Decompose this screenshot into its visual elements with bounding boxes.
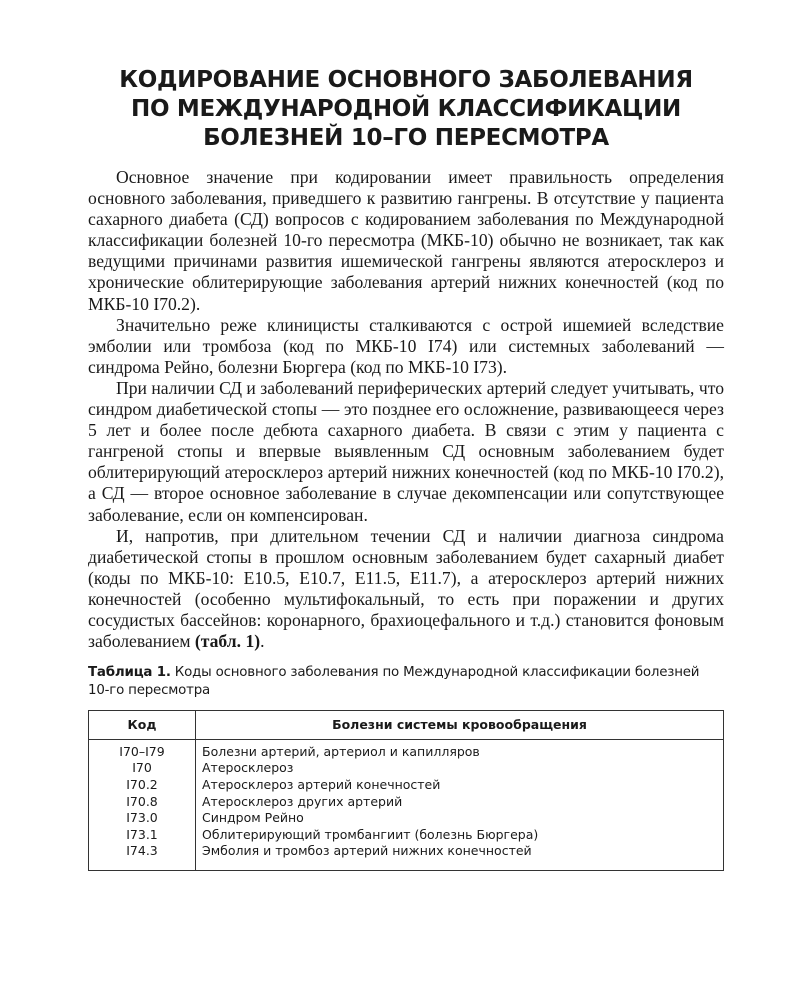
table-caption-text: Коды основного заболевания по Международной классификации болезней 10-го пересмотра	[88, 665, 700, 699]
disease-column	[196, 739, 724, 870]
header-code: Код	[89, 711, 196, 740]
disease-cell: Атеросклероз	[202, 760, 294, 776]
codes-table	[88, 710, 724, 871]
disease-cell: Синдром Рейно	[202, 810, 304, 826]
disease-cell: Эмболия и тромбоз артерий нижних конечностей	[202, 843, 532, 859]
title-line: КОДИРОВАНИЕ ОСНОВНОГО ЗАБОЛЕВАНИЯ	[119, 67, 693, 93]
code-cell: I73.0	[126, 810, 158, 826]
code-cell: I70	[132, 760, 152, 776]
paragraph	[88, 526, 724, 653]
disease-cell: Болезни артерий, артериол и капилляров	[202, 743, 480, 759]
paragraph: Значительно реже клиницисты сталкиваются с острой ишемией вследствие эмболии или тромбоза (код по МКБ-10 I74) или системных заболеваний — синдрома Рейно, болезни Бюргера (код по МКБ-10 I73).	[88, 314, 724, 377]
title-line: БОЛЕЗНЕЙ 10–ГО ПЕРЕСМОТРА	[203, 125, 609, 151]
code-cell: I73.1	[126, 826, 158, 842]
table-row	[89, 739, 724, 870]
document-page	[88, 66, 724, 871]
table-header-row	[89, 711, 724, 740]
paragraph-end: .	[260, 631, 265, 652]
disease-cell: Атеросклероз других артерий	[202, 793, 403, 809]
disease-cell: Атеросклероз артерий конечностей	[202, 776, 441, 792]
paragraph-text: И, напротив, при длительном течении СД и наличии диагноза синдрома диабетической стопы в прошлом основным заболеванием будет сахарный диабет (коды по МКБ-10: E10.5, E10.7, E11.5, E11.7), а атеросклероз артерий нижних конечностей (особенно мультифокальный, то есть при поражении и других сосудистых бассейнов: коронарного, брахиоцефального и т.д.) становится фоновым заболеванием	[88, 525, 724, 652]
body-text	[88, 167, 724, 652]
code-column	[89, 739, 196, 870]
code-cell: I74.3	[126, 843, 158, 859]
table-caption-label: Таблица 1.	[88, 665, 171, 681]
code-cell: I70–I79	[119, 743, 165, 759]
code-cell: I70.2	[126, 776, 158, 792]
page-title	[88, 66, 724, 153]
table-caption	[88, 664, 724, 700]
title-line: ПО МЕЖДУНАРОДНОЙ КЛАССИФИКАЦИИ	[131, 96, 681, 122]
code-cell: I70.8	[126, 793, 158, 809]
paragraph: При наличии СД и заболеваний периферических артерий следует учитывать, что синдром диабетической стопы — это позднее его осложнение, развивающееся через 5 лет и более после дебюта сахарного диабета. В связи с этим у пациента с гангреной стопы и впервые выявленным СД основным заболеванием будет облитерирующий атеросклероз артерий нижних конечностей (код по МКБ-10 I70.2), а СД — второе основное заболевание в случае декомпенсации или сопутствующее заболевание, если он компенсирован.	[88, 377, 724, 525]
header-disease: Болезни системы кровообращения	[196, 711, 724, 740]
table-reference: (табл. 1)	[194, 631, 261, 652]
paragraph: Основное значение при кодировании имеет правильность определения основного заболевания, приведшего к развитию гангрены. В отсутствие у пациента сахарного диабета (СД) вопросов с кодированием заболевания по Международной классификации болезней 10-го пересмотра (МКБ-10) обычно не возникает, так как ведущими причинами развития ишемической гангрены являются атеросклероз и хронические облитерирующие заболевания артерий нижних конечностей (код по МКБ-10 I70.2).	[88, 167, 724, 314]
disease-cell: Облитерирующий тромбангиит (болезнь Бюргера)	[202, 826, 539, 842]
